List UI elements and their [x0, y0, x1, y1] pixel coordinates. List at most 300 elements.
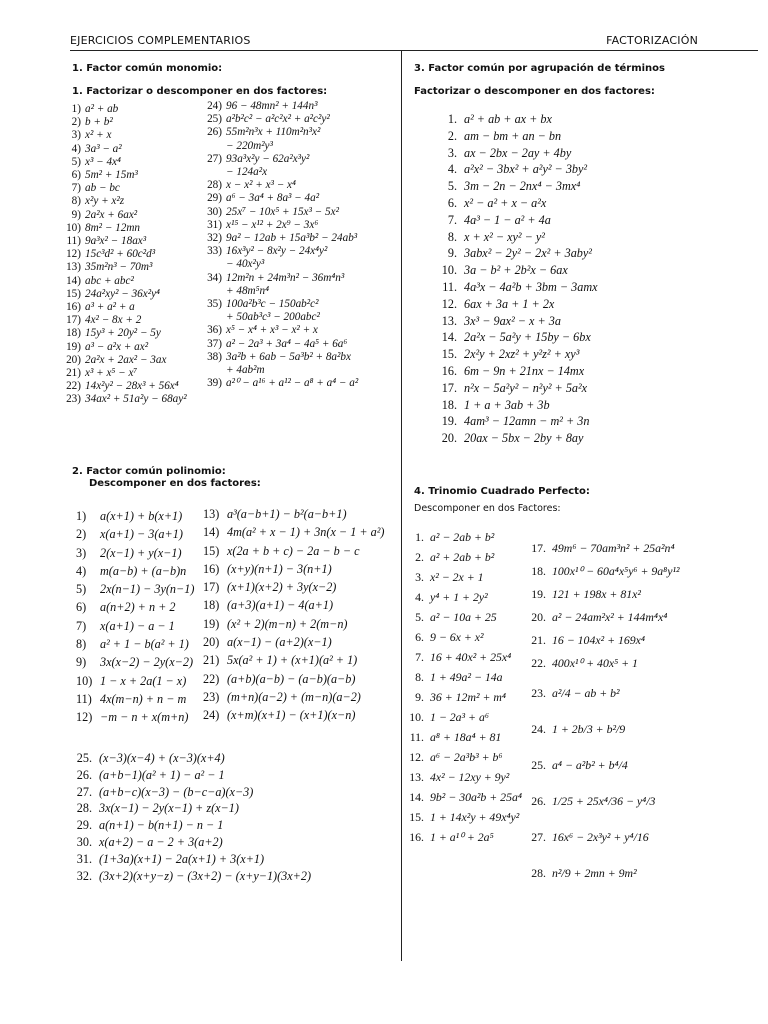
exercise-item [66, 182, 187, 195]
exercise-item [72, 817, 311, 834]
exercise-number: 11. [409, 730, 424, 744]
exercise-expression: 9a² − 12ab + 15a³b² − 24ab³ [226, 232, 358, 245]
exercise-item [524, 747, 680, 783]
exercise-expression: −m − n + x(m+n) [100, 710, 189, 725]
exercise-item [76, 507, 194, 525]
exercise-number: 5) [71, 155, 81, 168]
exercise-item [66, 275, 187, 288]
exercise-expression: 16 − 104x² + 169x⁴ [552, 633, 646, 647]
exercise-item [437, 145, 598, 162]
exercise-item [66, 261, 187, 274]
exercise-expression: 3a²b + 6ab − 5a³b² + 8a²bx [226, 350, 351, 363]
exercise-expression: x² + x [85, 129, 112, 142]
exercise-item [437, 313, 598, 330]
exercise-expression: 36 + 12m² + m⁴ [430, 690, 506, 704]
exercise-expression: a(n+2) + n + 2 [100, 600, 176, 615]
exercise-item [402, 707, 522, 727]
exercise-item [207, 258, 358, 271]
exercise-item [66, 235, 187, 248]
exercise-number: 16. [441, 363, 457, 378]
exercise-number: 22) [66, 380, 81, 393]
exercise-number: 4) [71, 142, 81, 155]
exercise-item [66, 301, 187, 314]
exercise-number: 19) [203, 616, 220, 631]
exercise-item [76, 708, 194, 726]
exercise-expression: a²⁰ − a¹⁶ + a¹² − a⁸ + a⁴ − a² [226, 377, 359, 390]
exercise-item [437, 229, 598, 246]
exercise-number: 6. [415, 630, 424, 644]
exercise-expression: 5m² + 15m³ [85, 169, 138, 182]
exercise-number: 9. [415, 690, 424, 704]
exercise-expression: 2(x−1) + y(x−1) [100, 545, 182, 560]
exercise-item [66, 129, 187, 142]
exercise-expression: a(x+1) + b(x+1) [100, 509, 183, 523]
exercise-number: 26) [207, 126, 222, 139]
exercise-expression: a²x² − 3bx² + a²y² − 3by² [464, 162, 588, 177]
exercise-expression: 25x⁷ − 10x⁵ + 15x³ − 5x² [226, 205, 339, 218]
exercise-number: 25. [76, 751, 92, 765]
exercise-expression: (m+n)(a−2) + (m−n)(a−2) [227, 689, 361, 704]
exercise-expression: 1 + a¹⁰ + 2a⁵ [430, 830, 494, 844]
exercise-number: 12. [409, 750, 424, 764]
exercise-expression: 3a³ − a² [85, 142, 122, 155]
exercise-expression: 4am³ − 12amn − m² + 3n [464, 414, 590, 429]
exercise-expression: − 220m²y³ [226, 139, 273, 152]
exercise-item [402, 527, 522, 547]
exercise-expression: (a+3)(a+1) − 4(a+1) [227, 598, 333, 613]
exercise-item [207, 285, 358, 298]
exercise-expression: 12m²n + 24m³n² − 36m⁴n³ [226, 271, 345, 284]
exercise-expression: n²x − 5a²y² − n²y² + 5a²x [464, 380, 588, 395]
exercise-expression: 3x³ − 9ax² − x + 3a [464, 313, 561, 328]
exercise-item [72, 767, 311, 784]
exercise-expression: a² − 10a + 25 [430, 610, 497, 624]
exercise-item [402, 607, 522, 627]
exercise-expression: 2a²x + 2ax² − 3ax [85, 353, 167, 366]
exercise-expression: a² − 2ab + b² [430, 530, 495, 544]
exercise-item [437, 279, 598, 296]
exercise-item [66, 248, 187, 261]
section1-list-right [207, 100, 358, 390]
section1-list-left [66, 103, 187, 407]
exercise-expression: x²y + x²z [85, 195, 125, 208]
exercise-number: 14. [409, 790, 424, 804]
exercise-item [66, 393, 187, 406]
exercise-item [72, 800, 311, 817]
exercise-item [203, 523, 384, 541]
exercise-number: 16. [409, 830, 424, 844]
exercise-number: 17. [441, 380, 457, 395]
exercise-number: 7) [71, 182, 81, 195]
exercise-number: 1) [71, 103, 81, 115]
exercise-item [437, 380, 598, 397]
exercise-item [207, 377, 358, 390]
exercise-item [437, 245, 598, 262]
exercise-expression: 4x² − 8x + 2 [85, 314, 142, 327]
exercise-number: 20) [203, 635, 220, 650]
exercise-expression: x⁵ − x⁴ + x³ − x² + x [226, 324, 318, 337]
exercise-number: 23. [531, 686, 546, 700]
exercise-expression: 3abx² − 2y² − 2x² + 3aby² [464, 246, 592, 261]
exercise-expression: (a+b)(a−b) − (a−b)(a−b) [227, 671, 356, 686]
exercise-number: 18. [441, 397, 457, 412]
exercise-number: 10) [66, 221, 81, 234]
exercise-expression: 1 − x + 2a(1 − x) [100, 673, 187, 688]
exercise-expression: 9 − 6x + x² [430, 630, 484, 644]
exercise-number: 29. [76, 818, 92, 833]
exercise-item [437, 262, 598, 279]
exercise-expression: a² + 1 − b(a² + 1) [100, 637, 189, 652]
exercise-number: 38) [207, 350, 222, 363]
exercise-expression: a² + ab [85, 103, 119, 115]
exercise-item [66, 341, 187, 354]
exercise-expression: 49m⁶ − 70am³n² + 25a²n⁴ [552, 541, 675, 555]
exercise-expression: m(a−b) + (a−b)n [100, 563, 187, 578]
exercise-expression: 3x(x−1) − 2y(x−1) + z(x−1) [99, 801, 239, 816]
exercise-expression: − 124a²x [226, 166, 268, 179]
section2-list-right [203, 505, 384, 725]
exercise-number: 9) [71, 208, 81, 221]
exercise-item [66, 354, 187, 367]
exercise-item [72, 851, 311, 868]
exercise-number: 13) [203, 507, 220, 521]
exercise-expression: 20ax − 5bx − 2by + 8ay [464, 431, 584, 446]
exercise-expression: 93a³x²y − 62a²x³y² [226, 152, 310, 165]
exercise-number: 19. [531, 587, 546, 601]
exercise-item [402, 627, 522, 647]
exercise-number: 7. [415, 650, 424, 664]
exercise-number: 14) [203, 525, 220, 540]
exercise-number: 22) [203, 671, 220, 686]
exercise-expression: x(2a + b + c) − 2a − b − c [227, 543, 360, 558]
exercise-number: 31. [76, 851, 92, 866]
exercise-expression: 14x²y² − 28x³ + 56x⁴ [85, 380, 179, 393]
exercise-number: 18) [203, 598, 220, 613]
exercise-item [437, 195, 598, 212]
exercise-number: 24. [531, 722, 546, 736]
exercise-expression: 100x¹⁰ − 60a⁴x⁵y⁶ + 9a⁸y¹² [552, 564, 680, 578]
exercise-expression: 16x³y² − 8x²y − 24x⁴y² [226, 245, 328, 258]
exercise-number: 36) [207, 324, 222, 337]
exercise-number: 20. [441, 431, 457, 446]
section4-list-left [402, 527, 522, 847]
exercise-number: 2) [76, 527, 87, 542]
exercise-expression: 9a³x² − 18ax³ [85, 235, 147, 248]
exercise-item [203, 542, 384, 560]
exercise-expression: 400x¹⁰ + 40x⁵ + 1 [552, 656, 638, 670]
exercise-number: 19) [66, 340, 81, 353]
exercise-expression: a² + ab + ax + bx [464, 112, 552, 126]
exercise-number: 20. [531, 610, 546, 624]
exercise-item [203, 505, 384, 523]
exercise-number: 7. [447, 212, 457, 227]
exercise-item [437, 161, 598, 178]
exercise-number: 17. [531, 541, 546, 555]
exercise-item [207, 364, 358, 377]
exercise-item [203, 688, 384, 706]
exercise-item [207, 324, 358, 337]
exercise-expression: 16 + 40x² + 25x⁴ [430, 650, 512, 664]
exercise-number: 16) [203, 561, 220, 576]
exercise-expression: (a+b−c)(x−3) − (b−c−a)(x−3) [99, 784, 254, 799]
exercise-expression: (3x+2)(x+y−z) − (3x+2) − (x+y−1)(3x+2) [99, 868, 312, 883]
exercise-item [76, 672, 194, 690]
exercise-number: 21) [203, 653, 220, 668]
exercise-item [437, 346, 598, 363]
exercise-item [76, 598, 194, 616]
exercise-item [402, 747, 522, 767]
exercise-number: 8) [71, 195, 81, 208]
exercise-number: 30) [207, 205, 222, 218]
exercise-number: 14) [66, 274, 81, 287]
exercise-number: 4. [415, 590, 424, 604]
exercise-number: 11) [76, 691, 92, 706]
exercise-expression: (a+b−1)(a² + 1) − a² − 1 [99, 767, 225, 782]
exercise-expression: 8m² − 12mn [85, 221, 141, 234]
exercise-item [76, 635, 194, 653]
exercise-number: 3) [71, 129, 81, 142]
section4-list-right [524, 537, 680, 891]
exercise-number: 6) [76, 600, 87, 615]
exercise-number: 33) [207, 245, 222, 258]
exercise-item [207, 113, 358, 126]
exercise-expression: 5x(a² + 1) + (x+1)(a² + 1) [227, 653, 358, 668]
exercise-expression: a(x−1) − (a+2)(x−1) [227, 635, 332, 650]
exercise-number: 13) [66, 261, 81, 274]
exercise-item [524, 652, 680, 675]
exercise-number: 9) [76, 655, 87, 670]
exercise-expression: a⁸ + 18a⁴ + 81 [430, 730, 502, 744]
exercise-item [66, 116, 187, 129]
exercise-expression: 96 − 48mn² + 144n³ [226, 100, 318, 112]
exercise-item [524, 711, 680, 747]
exercise-number: 6) [71, 169, 81, 182]
exercise-number: 22. [531, 656, 546, 670]
exercise-number: 8) [76, 637, 87, 652]
exercise-expression: x − x² + x³ − x⁴ [226, 179, 296, 192]
exercise-number: 15) [203, 543, 220, 558]
exercise-number: 23) [66, 393, 81, 406]
exercise-number: 5) [76, 582, 87, 597]
exercise-item [66, 209, 187, 222]
exercise-expression: y⁴ + 1 + 2y² [430, 590, 488, 604]
exercise-item [76, 617, 194, 635]
exercise-number: 5. [447, 179, 457, 194]
exercise-number: 7) [76, 618, 87, 633]
exercise-number: 35) [207, 298, 222, 311]
exercise-number: 19. [441, 414, 457, 429]
exercise-expression: (x² + 2)(m−n) + 2(m−n) [227, 616, 348, 631]
exercise-item [76, 525, 194, 543]
exercise-item [203, 615, 384, 633]
exercise-item [66, 314, 187, 327]
exercise-number: 31) [207, 218, 222, 231]
exercise-item [207, 140, 358, 153]
exercise-item [66, 156, 187, 169]
exercise-item [437, 128, 598, 145]
section3-subtitle: Factorizar o descomponer en dos factores: [414, 86, 655, 97]
exercise-item [437, 413, 598, 430]
exercise-number: 17) [66, 314, 81, 327]
exercise-number: 26. [531, 794, 546, 808]
exercise-item [207, 100, 358, 113]
exercise-item [524, 675, 680, 711]
exercise-number: 34) [207, 271, 222, 284]
exercise-item [203, 670, 384, 688]
exercise-item [437, 329, 598, 346]
exercise-expression: (x−3)(x−4) + (x−3)(x+4) [99, 751, 225, 765]
exercise-expression: 24a²xy² − 36x²y⁴ [85, 287, 160, 300]
exercise-number: 32. [76, 868, 92, 883]
exercise-number: 29) [207, 192, 222, 205]
exercise-number: 27. [76, 784, 92, 799]
exercise-expression: − 40x²y³ [226, 258, 265, 271]
exercise-item [72, 868, 311, 885]
exercise-item [437, 430, 598, 447]
exercise-number: 10. [441, 263, 457, 278]
section1-title: 1. Factor común monomio: [72, 63, 223, 74]
exercise-item [402, 727, 522, 747]
exercise-expression: 2x²y + 2xz² + y²z² + xy³ [464, 347, 580, 362]
exercise-expression: 100a²b³c − 150ab²c² [226, 298, 319, 311]
exercise-item [76, 690, 194, 708]
exercise-item [203, 633, 384, 651]
section3-list [437, 111, 598, 447]
exercise-expression: 1 + a + 3ab + 3b [464, 397, 550, 412]
exercise-item [402, 587, 522, 607]
exercise-number: 27) [207, 152, 222, 165]
exercise-item [402, 647, 522, 667]
exercise-number: 1. [447, 112, 457, 126]
exercise-item [207, 298, 358, 311]
exercise-number: 12) [66, 248, 81, 261]
exercise-expression: 4m(a² + x − 1) + 3n(x − 1 + a²) [227, 525, 385, 540]
exercise-expression: a⁶ − 2a³b³ + b⁶ [430, 750, 503, 764]
exercise-item [207, 338, 358, 351]
exercise-number: 15. [409, 810, 424, 824]
exercise-expression: x(a+1) − a − 1 [100, 618, 175, 633]
exercise-item [203, 596, 384, 614]
exercise-item [524, 560, 680, 583]
exercise-expression: 4a³x − 4a²b + 3bm − 3amx [464, 279, 598, 294]
exercise-expression: 6ax + 3a + 1 + 2x [464, 296, 555, 311]
exercise-expression: 15c³d² + 60c²d³ [85, 248, 156, 261]
exercise-number: 10) [76, 673, 93, 688]
exercise-expression: a(n+1) − b(n+1) − n − 1 [99, 818, 224, 833]
exercise-expression: a² + 2ab + b² [430, 550, 495, 564]
exercise-item [524, 583, 680, 606]
exercise-item [207, 351, 358, 364]
exercise-number: 13. [441, 313, 457, 328]
exercise-item [437, 363, 598, 380]
exercise-expression: 2x(n−1) − 3y(n−1) [100, 582, 195, 597]
exercise-number: 8. [447, 229, 457, 244]
exercise-number: 32) [207, 232, 222, 245]
exercise-number: 39) [207, 377, 222, 390]
exercise-expression: (x+y)(n+1) − 3(n+1) [227, 561, 332, 576]
exercise-expression: 2a²x − 5a²y + 15by − 6bx [464, 330, 591, 345]
exercise-expression: (x+1)(x+2) + 3y(x−2) [227, 580, 337, 595]
exercise-expression: a³(a−b+1) − b²(a−b+1) [227, 507, 347, 521]
exercise-number: 17) [203, 580, 220, 595]
exercise-number: 9. [447, 246, 457, 261]
exercise-item [66, 380, 187, 393]
exercise-item [66, 367, 187, 380]
exercise-expression: a⁴ − a²b² + b⁴/4 [552, 758, 628, 772]
section2-subtitle: Descomponer en dos factores: [89, 478, 261, 489]
exercise-item [66, 103, 187, 116]
exercise-number: 2) [71, 116, 81, 129]
exercise-expression: (1+3a)(x+1) − 2a(x+1) + 3(x+1) [99, 851, 265, 866]
exercise-number: 24) [207, 100, 222, 112]
exercise-item [66, 169, 187, 182]
exercise-expression: x³ − 4x⁴ [85, 155, 121, 168]
exercise-item [524, 629, 680, 652]
exercise-expression: 16x⁶ − 2x³y² + y⁴/16 [552, 830, 649, 844]
exercise-number: 28. [76, 801, 92, 816]
exercise-item [72, 834, 311, 851]
exercise-expression: a²/4 − ab + b² [552, 686, 620, 700]
exercise-item [437, 111, 598, 128]
exercise-item [207, 272, 358, 285]
exercise-number: 1) [76, 509, 87, 523]
exercise-item [524, 855, 680, 891]
exercise-number: 3. [415, 570, 424, 584]
exercise-item [66, 143, 187, 156]
exercise-item [524, 537, 680, 560]
exercise-item [207, 219, 358, 232]
exercise-number: 28) [207, 179, 222, 192]
exercise-expression: 6m − 9n + 21nx − 14mx [464, 363, 585, 378]
exercise-item [203, 560, 384, 578]
exercise-expression: a³ − a²x + ax² [85, 340, 149, 353]
exercise-expression: 4x² − 12xy + 9y² [430, 770, 510, 784]
section1-subtitle: 1. Factorizar o descomponer en dos factores: [72, 86, 328, 97]
section2-list-bottom [72, 750, 311, 884]
exercise-expression: a⁶ − 3a⁴ + 8a³ − 4a² [226, 192, 320, 205]
exercise-expression: 121 + 198x + 81x² [552, 587, 641, 601]
exercise-expression: a²b²c² − a²c²x² + a²c²y² [226, 113, 330, 126]
exercise-expression: b + b² [85, 116, 113, 129]
exercise-item [207, 192, 358, 205]
exercise-expression: n²/9 + 2mn + 9m² [552, 866, 637, 880]
exercise-number: 3) [76, 545, 87, 560]
exercise-item [76, 544, 194, 562]
exercise-item [402, 827, 522, 847]
exercise-expression: 34ax² + 51a²y − 68ay² [85, 393, 187, 406]
exercise-expression: 35m²n³ − 70m³ [85, 261, 153, 274]
exercise-item [72, 750, 311, 767]
exercise-number: 25. [531, 758, 546, 772]
exercise-expression: x¹⁵ − x¹² + 2x⁹ − 3x⁶ [226, 218, 319, 231]
exercise-number: 15) [66, 287, 81, 300]
exercise-expression: 3a − b² + 2b²x − 6ax [464, 263, 568, 278]
exercise-item [524, 606, 680, 629]
exercise-expression: ax − 2bx − 2ay + 4by [464, 145, 572, 160]
exercise-expression: 1 + 2b/3 + b²/9 [552, 722, 626, 736]
exercise-number: 11. [442, 279, 457, 294]
exercise-number: 12. [441, 296, 457, 311]
exercise-expression: abc + abc² [85, 274, 134, 287]
exercise-expression: a² − 24am²x² + 144m⁴x⁴ [552, 610, 668, 624]
exercise-item [207, 311, 358, 324]
exercise-item [76, 653, 194, 671]
exercise-number: 23) [203, 689, 220, 704]
exercise-item [402, 787, 522, 807]
exercise-expression: + 4ab²m [226, 364, 265, 377]
exercise-expression: + 50ab³c³ − 200abc² [226, 311, 320, 324]
exercise-number: 4. [447, 162, 457, 177]
